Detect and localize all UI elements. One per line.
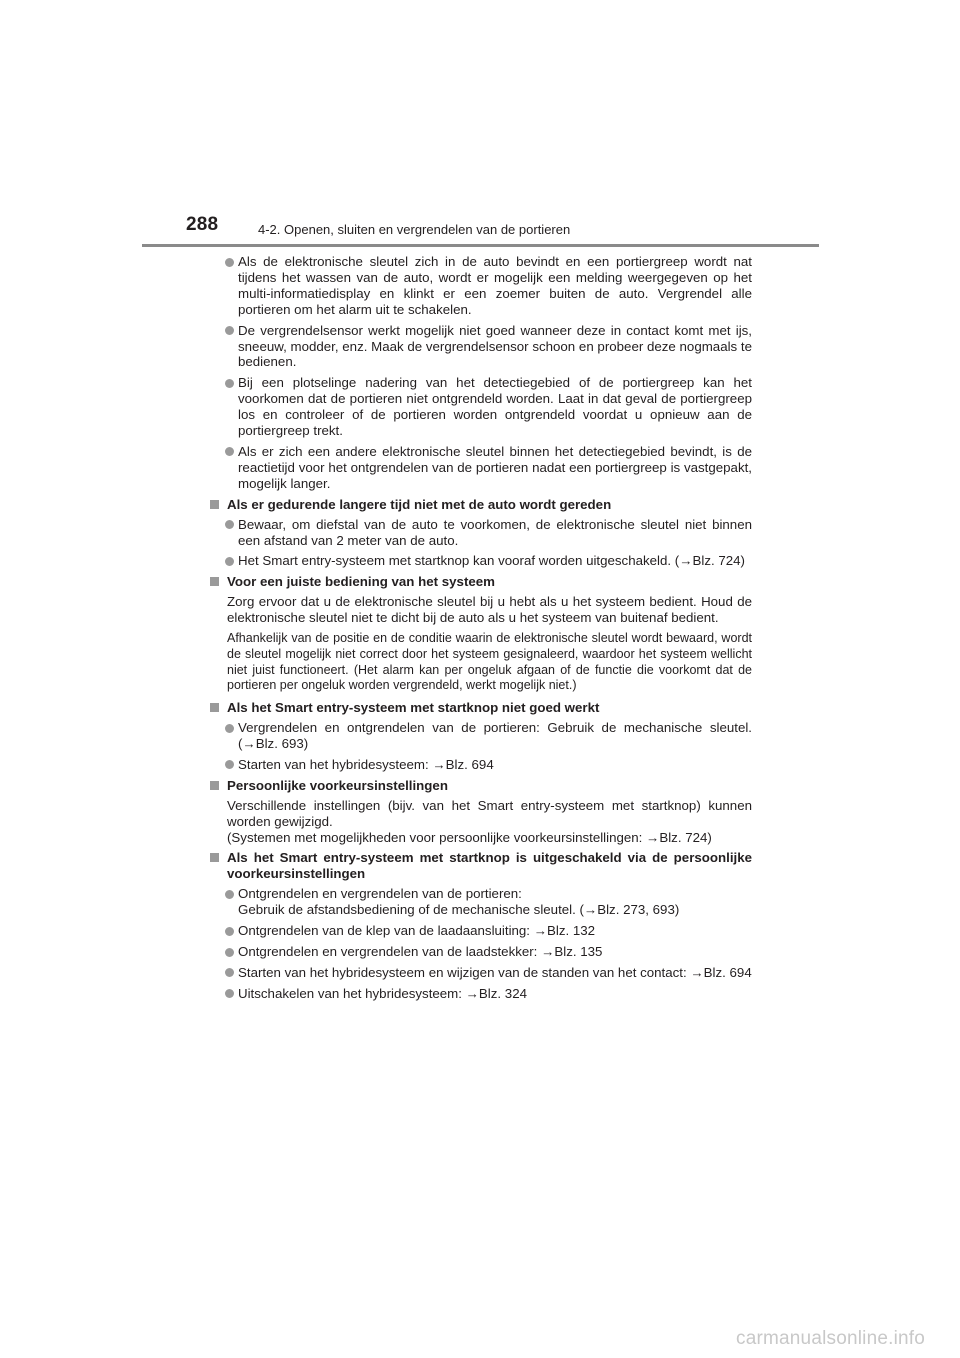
heading-text: Als het Smart entry-systeem met startknop niet goed werkt (227, 700, 600, 716)
square-bullet-icon (210, 781, 219, 790)
bullet-dot-icon (225, 927, 234, 936)
list-item-text: Als er zich een andere elektronische sleutel binnen het detectiegebied bevindt, is de reactietijd voor het ontgrendelen van de portieren nadat een portiergreep is vastgepakt, mogelijk langer. (238, 443, 752, 491)
list-item-text: Bij een plotselinge nadering van het detectiegebied of de portiergreep kan het voorkomen dat de portieren niet ontgrendeld worden. Laat in dat geval de portiergreep los en controleer of de portieren worden ontgrendeld voordat u opnieuw aan de portiergreep trekt. (238, 375, 752, 439)
header-rule (142, 244, 819, 247)
list-item (210, 923, 752, 939)
paragraph: Verschillende instellingen (bijv. van het Smart entry-systeem met startknop) kunnen worden gewijzigd. (227, 797, 752, 829)
list-item-text: Starten van het hybridesysteem en wijzigen van de standen van het contact: →Blz. 694 (238, 964, 752, 980)
list-item (210, 944, 752, 960)
list-item-text: Vergrendelen en ontgrendelen van de portieren: Gebruik de mechanische sleutel. (→Blz. 693) (238, 720, 752, 752)
list-item-text: Het Smart entry-systeem met startknop kan vooraf worden uitgeschakeld. (→Blz. 724) (238, 553, 745, 569)
paragraph: (Systemen met mogelijkheden voor persoonlijke voorkeursinstellingen: →Blz. 724) (227, 829, 712, 845)
square-bullet-icon (210, 853, 219, 862)
bullet-dot-icon (225, 968, 234, 977)
bullet-dot-icon (225, 760, 234, 769)
list-item-text: Gebruik de afstandsbediening of de mechanische sleutel. (→Blz. 273, 693) (238, 902, 680, 918)
list-item (210, 254, 752, 318)
bullet-dot-icon (225, 989, 234, 998)
section-title: 4-2. Openen, sluiten en vergrendelen van de portieren (258, 222, 571, 237)
heading-text: Als het Smart entry-systeem met startknop is uitgeschakeld via de persoonlijke voorkeursinstellingen (227, 850, 752, 882)
bullet-dot-icon (225, 379, 234, 388)
list-item-text: Ontgrendelen van de klep van de laadaansluiting: →Blz. 132 (238, 923, 596, 939)
list-item (210, 757, 752, 773)
list-item-text: Als de elektronische sleutel zich in de auto bevindt en een portiergreep wordt nat tijdens het wassen van de auto, wordt er mogelijk een melding weergegeven op het multi-informatiedisplay en klinkt er een zoemer buiten de auto. Vergrendel alle portieren om het alarm uit te schakelen. (238, 254, 752, 317)
list-item (210, 323, 752, 371)
bullet-dot-icon (225, 326, 234, 335)
list-item (210, 965, 752, 981)
watermark: carmanualsonline.info (736, 1328, 926, 1349)
list-item-text: De vergrendelsensor werkt mogelijk niet goed wanneer deze in contact komt met ijs, sneeuw, modder, enz. Maak de vergrendelsensor schoon en probeer deze nogmaals te bedienen. (238, 322, 752, 370)
list-item (210, 986, 752, 1002)
list-item (210, 553, 752, 569)
bullet-dot-icon (225, 447, 234, 456)
list-item (210, 444, 752, 492)
page-content (210, 254, 752, 1007)
list-item-text: Ontgrendelen en vergrendelen van de laadstekker: →Blz. 135 (238, 944, 603, 959)
list-item-text: Ontgrendelen en vergrendelen van de portieren: (238, 886, 522, 902)
section-heading-correct-operation (210, 574, 752, 590)
bullet-dot-icon (225, 724, 234, 733)
bullet-dot-icon (225, 557, 234, 566)
square-bullet-icon (210, 500, 219, 509)
list-item-text: Bewaar, om diefstal van de auto te voorkomen, de elektronische sleutel niet binnen een afstand van 2 meter van de auto. (238, 516, 752, 548)
bullet-dot-icon (225, 520, 234, 529)
list-item (210, 886, 752, 918)
list-item-text: Starten van het hybridesysteem: →Blz. 694 (238, 756, 494, 772)
square-bullet-icon (210, 703, 219, 712)
bullet-dot-icon (225, 890, 234, 899)
paragraph: Zorg ervoor dat u de elektronische sleutel bij u hebt als u het systeem bedient. Houd de elektronische sleutel niet te dicht bij de auto als u het systeem van buitenaf bedient. (227, 594, 752, 626)
list-item-text: Uitschakelen van het hybridesysteem: →Blz. 324 (238, 985, 527, 1001)
list-item (210, 720, 752, 752)
list-item (210, 517, 752, 549)
section-heading-long-period (210, 497, 752, 513)
heading-text: Als er gedurende langere tijd niet met de auto wordt gereden (227, 496, 612, 512)
heading-text: Voor een juiste bediening van het systeem (227, 574, 495, 590)
list-item (210, 375, 752, 439)
bullet-dot-icon (225, 948, 234, 957)
page-number: 288 (186, 214, 219, 235)
paragraph: Afhankelijk van de positie en de conditie waarin de elektronische sleutel wordt bewaard, wordt de sleutel mogelijk niet correct door het systeem gesignaleerd, waardoor het systeem wellicht niet juist functioneert. (Het alarm kan per ongeluk afgaan of de functie die voorkomt dat de portieren per ongeluk worden vergrendeld, werkt mogelijk niet.) (227, 631, 752, 693)
section-heading-not-working (210, 700, 752, 716)
section-heading-personal-settings (210, 778, 752, 794)
square-bullet-icon (210, 577, 219, 586)
heading-text: Persoonlijke voorkeursinstellingen (227, 777, 448, 793)
section-heading-disabled (210, 850, 752, 882)
bullet-dot-icon (225, 258, 234, 267)
